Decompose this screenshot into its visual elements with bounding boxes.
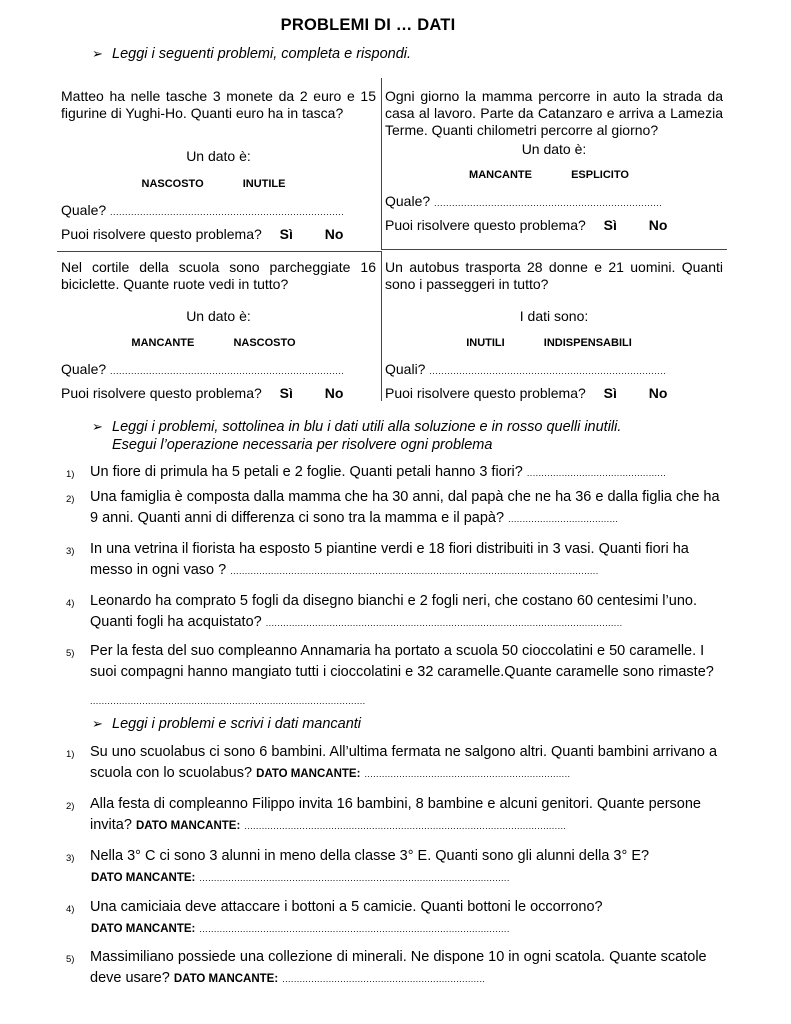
- grid-divider-vertical: [381, 251, 382, 401]
- answer-field[interactable]: ...........................................................................................................: [199, 924, 510, 934]
- list-item: 2) Una famiglia è composta dalla mamma che ha 30 anni, dal papà che ne ha 36 e dalla figlia che ha 9 anni. Quanti anni di differenza ci sono tra la mamma e il papà? ......................................: [66, 489, 720, 526]
- arrow-bullet-icon: ➢: [92, 716, 103, 731]
- instruction-1: ➢ Leggi i seguenti problemi, completa e rispondi.: [92, 46, 412, 62]
- problem-text: Ogni giorno la mamma percorre in auto la strada da casa al lavoro. Parte da Catanzaro e arriva a Lamezia Terme. Quanti chilometri percorre al giorno?: [385, 88, 723, 138]
- answer-field[interactable]: ..............................................................................: [110, 207, 345, 217]
- list-item: 5) Massimiliano possiede una collezione di minerali. Ne dispone 10 in ogni scatola. Quante scatole deve usare? DATO MANCANTE: ......................................................................: [66, 949, 707, 986]
- dato-label: Un dato è:: [186, 308, 251, 324]
- instruction-2: ➢ Leggi i problemi, sottolinea in blu i dati utili alla soluzione e in rosso quelli inutili. Esegui l’operazione necessaria per risolvere ogni problema: [92, 419, 622, 453]
- puoi-line: Puoi risolvere questo problema? Sì No: [385, 217, 668, 233]
- options: [375, 335, 723, 352]
- answer-field[interactable]: ..............................................................................: [110, 366, 345, 376]
- list-item: 3) In una vetrina il fiorista ha esposto 5 piantine verdi e 18 fiori distribuiti in 3 vasi. Quanti fiori ha messo in ogni vaso ? ...............................................................................................................................: [66, 541, 689, 578]
- list-item: 1) Un fiore di primula ha 5 petali e 2 foglie. Quanti petali hanno 3 fiori? ................................................: [66, 464, 667, 480]
- option-esplicito[interactable]: ESPLICITO: [571, 169, 629, 181]
- answer-field[interactable]: ...........................................................................................................: [199, 873, 510, 883]
- list-item: 1) Su uno scuolabus ci sono 6 bambini. All’ultima fermata ne salgono altri. Quanti bambini arrivano a scuola con lo scuolabus? DATO MANCANTE: .......................................................................: [66, 744, 718, 781]
- no-option[interactable]: No: [324, 226, 344, 242]
- grid-divider-horizontal: [381, 249, 727, 250]
- option-inutile[interactable]: INUTILE: [242, 178, 286, 190]
- grid-divider-horizontal: [57, 251, 381, 252]
- answer-field[interactable]: .......................................................................: [364, 769, 571, 779]
- answer-field[interactable]: ...............................................................................: [429, 366, 667, 376]
- no-option[interactable]: No: [648, 217, 668, 233]
- dato-label: Un dato è:: [186, 148, 251, 164]
- arrow-bullet-icon: ➢: [92, 46, 103, 61]
- answer-field[interactable]: ...............................................................................................: [90, 696, 366, 706]
- puoi-line: Puoi risolvere questo problema? Sì No: [61, 226, 344, 242]
- problem-cell: [61, 88, 376, 243]
- puoi-line: Puoi risolvere questo problema? Sì No: [61, 385, 344, 401]
- problem-text: Un autobus trasporta 28 donne e 21 uomini. Quanti sono i passeggeri in tutto?: [385, 259, 723, 292]
- no-option[interactable]: No: [324, 385, 344, 401]
- arrow-bullet-icon: ➢: [92, 419, 103, 434]
- quale-line: Quale? ..............................................................................: [61, 361, 345, 377]
- option-mancante[interactable]: MANCANTE: [131, 337, 195, 349]
- answer-field[interactable]: ............................................................................: [434, 198, 663, 208]
- problem-cell: [385, 259, 723, 402]
- answer-field[interactable]: ...............................................................................................................................: [230, 566, 599, 576]
- list-item: 2) Alla festa di compleanno Filippo invita 16 bambini, 8 bambine e alcuni genitori. Quante persone invita? DATO MANCANTE: ...............................................................................................................: [66, 796, 701, 833]
- page-title: PROBLEMI DI … DATI: [280, 16, 456, 34]
- si-option[interactable]: Sì: [279, 226, 293, 242]
- problem-cell: [61, 259, 376, 402]
- option-nascosto[interactable]: NASCOSTO: [141, 178, 204, 190]
- no-option[interactable]: No: [648, 385, 668, 401]
- problem-cell: [385, 88, 723, 234]
- answer-field[interactable]: ...............................................................................................................: [244, 821, 567, 831]
- answer-field[interactable]: ...........................................................................................................................: [265, 618, 623, 628]
- answer-field[interactable]: ................................................: [526, 468, 667, 478]
- options: [51, 176, 376, 193]
- instruction-3: ➢ Leggi i problemi e scrivi i dati mancanti: [92, 716, 362, 732]
- option-nascosto[interactable]: NASCOSTO: [233, 337, 296, 349]
- si-option[interactable]: Sì: [603, 217, 617, 233]
- problem-text: Nel cortile della scuola sono parcheggiate 16 biciclette. Quante ruote vedi in tutto?: [61, 259, 376, 292]
- options: [375, 167, 723, 184]
- dato-label: Un dato è:: [521, 141, 587, 157]
- si-option[interactable]: Sì: [603, 385, 617, 401]
- quale-line: Quali? ...............................................................................: [385, 361, 667, 377]
- si-option[interactable]: Sì: [279, 385, 293, 401]
- option-inutili[interactable]: INUTILI: [466, 337, 505, 349]
- option-indispensabili[interactable]: INDISPENSABILI: [543, 337, 632, 349]
- answer-field[interactable]: ......................................................................: [282, 974, 486, 984]
- quale-line: Quale? ............................................................................: [385, 193, 663, 209]
- quale-line: Quale? ..............................................................................: [61, 202, 345, 218]
- list-item: 5) Per la festa del suo compleanno Annamaria ha portato a scuola 50 cioccolatini e 50 caramelle. I suoi compagni hanno mangiato tutti i cioccolatini e 32 caramelle.Quante caramelle sono rimaste? ...............................................................................................: [66, 641, 726, 712]
- list-item: 3) Nella 3° C ci sono 3 alunni in meno della classe 3° E. Quanti sono gli alunni della 3° E? DATO MANCANTE: ...........................................................................................................: [66, 848, 650, 884]
- grid-divider-vertical: [381, 78, 382, 249]
- list-item: 4) Leonardo ha comprato 5 fogli da disegno bianchi e 2 fogli neri, che costano 60 centesimi l’uno. Quanti fogli ha acquistato? ...........................................................................................................................: [66, 593, 697, 630]
- answer-field[interactable]: ......................................: [508, 514, 619, 524]
- option-mancante[interactable]: MANCANTE: [469, 169, 532, 181]
- problem-text: Matteo ha nelle tasche 3 monete da 2 euro e 15 figurine di Yughi-Ho. Quanti euro ha in tasca?: [61, 88, 376, 121]
- dato-label: I dati sono:: [519, 308, 589, 324]
- list-item: 4) Una camiciaia deve attaccare i bottoni a 5 camicie. Quanti bottoni le occorrono? DATO MANCANTE: ...........................................................................................................: [66, 899, 603, 935]
- options: [51, 335, 376, 352]
- puoi-line: Puoi risolvere questo problema? Sì No: [385, 385, 668, 401]
